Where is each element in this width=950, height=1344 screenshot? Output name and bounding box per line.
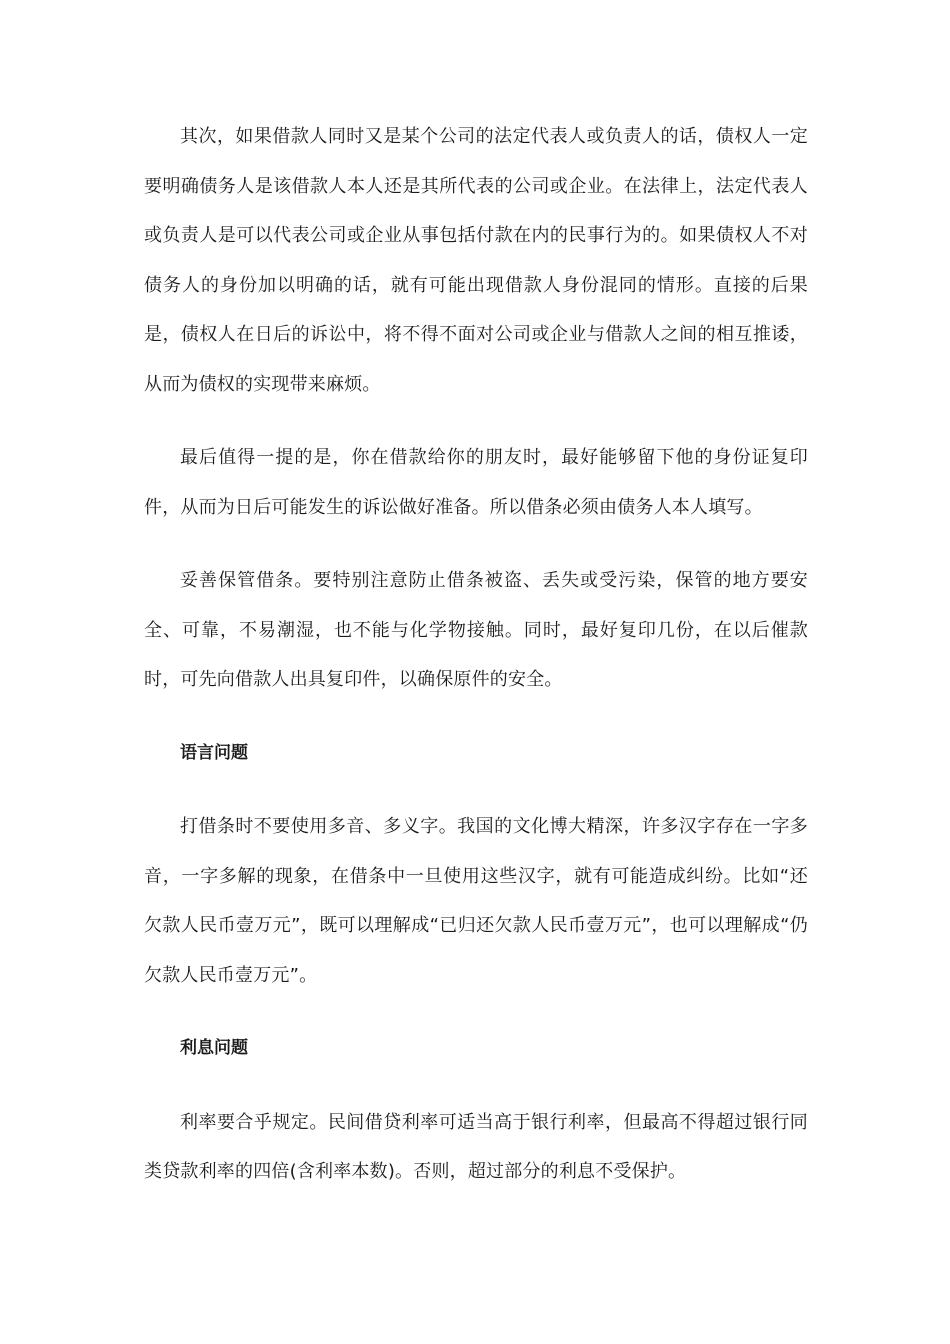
section-heading-language: 语言问题 <box>180 742 248 763</box>
document-body <box>144 112 808 1197</box>
paragraph-safekeeping: 妥善保管借条。要特别注意防止借条被盗、丢失或受污染，保管的地方要安全、可靠，不易潮湿，也不能与化学物接触。同时，最好复印几份，在以后催款时，可先向借款人出具复印件，以确保原件的安全。 <box>144 570 808 690</box>
paragraph-spacer <box>144 1074 808 1098</box>
paragraph-spacer <box>144 778 808 802</box>
paragraph-spacer <box>144 705 808 729</box>
paragraph-ambiguous-characters: 打借条时不要使用多音、多义字。我国的文化博大精深，许多汉字存在一字多音，一字多解的现象，在借条中一旦使用这些汉字，就有可能造成纠纷。比如“还欠款人民币壹万元”，既可以理解成“已归还欠款人民币壹万元”，也可以理解成“仍欠款人民币壹万元”。 <box>144 816 808 986</box>
paragraph-id-copy: 最后值得一提的是，你在借款给你的朋友时，最好能够留下他的身份证复印件，从而为日后可能发生的诉讼做好准备。所以借条必须由债务人本人填写。 <box>144 447 808 518</box>
paragraph-spacer <box>144 532 808 556</box>
paragraph-interest-rate: 利率要合乎规定。民间借贷利率可适当高于银行利率，但最高不得超过银行同类贷款利率的四倍(含利率本数)。否则，超过部分的利息不受保护。 <box>144 1111 808 1182</box>
paragraph-debtor-identity: 其次，如果借款人同时又是某个公司的法定代表人或负责人的话，债权人一定要明确债务人是该借款人本人还是其所代表的公司或企业。在法律上，法定代表人或负责人是可以代表公司或企业从事包括付款在内的民事行为的。如果债权人不对债务人的身份加以明确的话，就有可能出现借款人身份混同的情形。直接的后果是，债权人在日后的诉讼中，将不得不面对公司或企业与借款人之间的相互推诿，从而为债权的实现带来麻烦。 <box>144 126 808 395</box>
paragraph-spacer <box>144 409 808 433</box>
paragraph-spacer <box>144 1000 808 1024</box>
section-heading-interest: 利息问题 <box>180 1038 248 1058</box>
